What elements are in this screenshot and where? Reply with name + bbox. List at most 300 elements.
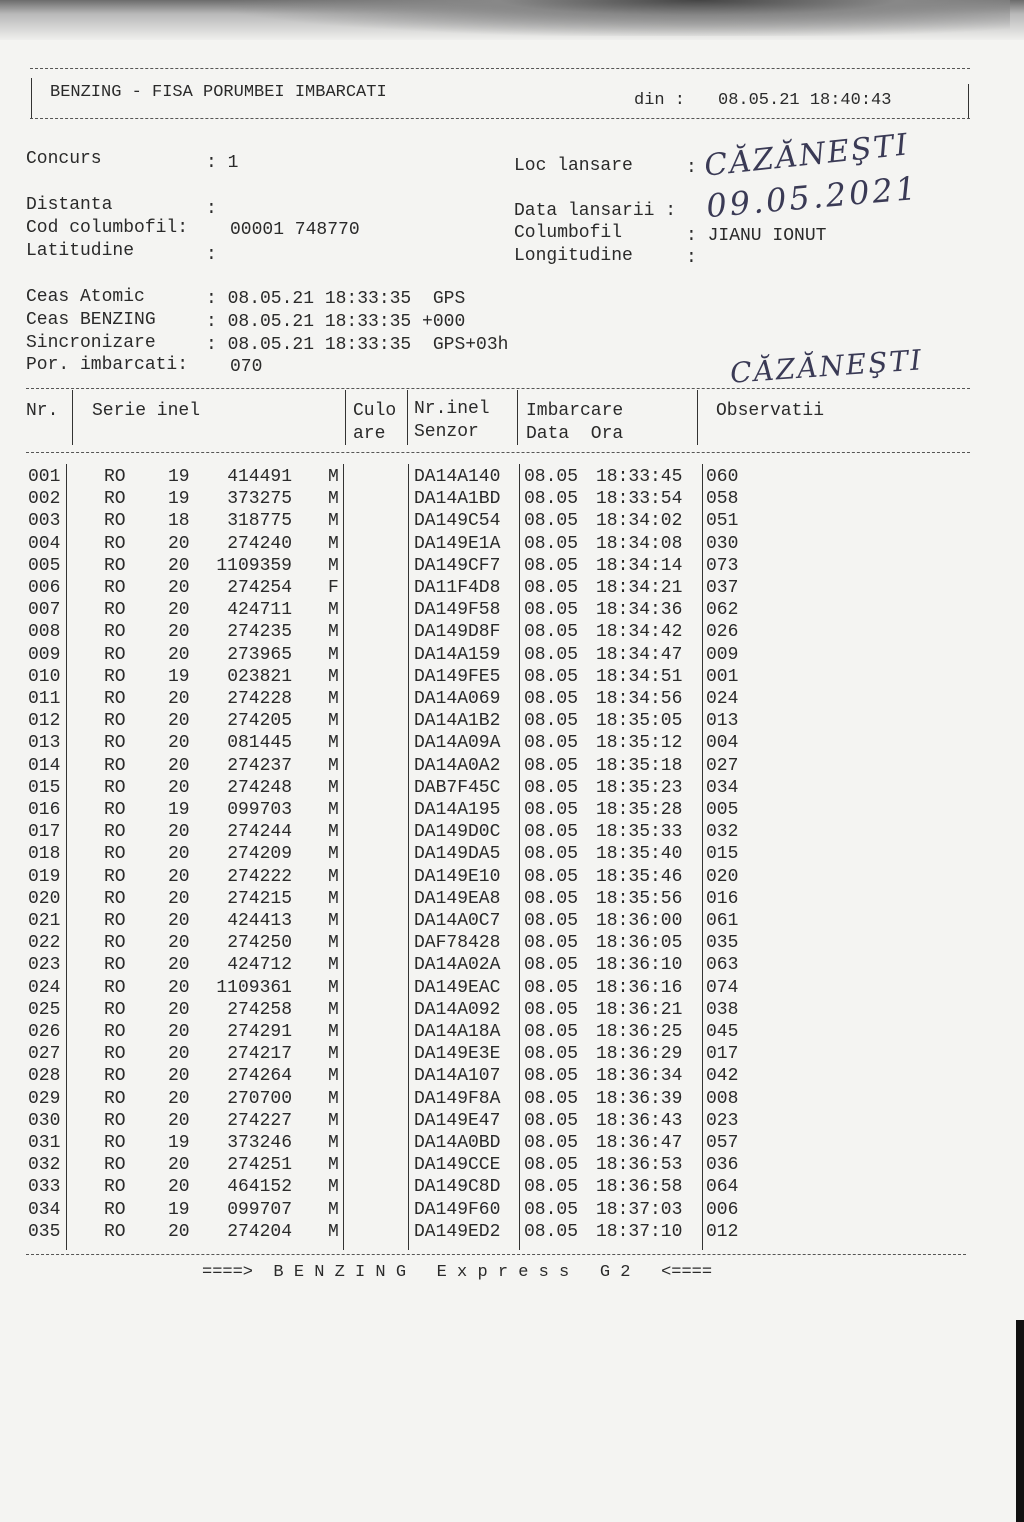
cell-country: RO <box>104 844 126 865</box>
cell-country: RO <box>104 689 126 709</box>
cell-date: 08.05 <box>524 666 579 687</box>
cell-sensor: DA149CF7 <box>414 555 501 576</box>
cell-nr: 012 <box>28 711 61 732</box>
cell-sensor: DA149C54 <box>414 511 501 532</box>
cell-time: 18:34:14 <box>596 555 683 576</box>
cell-nr: 028 <box>28 1066 61 1087</box>
table-row <box>0 799 1024 821</box>
cell-ring: 274244 <box>227 822 292 843</box>
cell-nr: 034 <box>28 1199 61 1220</box>
cell-date: 08.05 <box>524 1177 579 1198</box>
cell-time: 18:35:28 <box>596 800 683 820</box>
table-row <box>0 1043 1024 1065</box>
cell-sex: M <box>328 467 339 487</box>
cell-year: 20 <box>168 1221 190 1242</box>
cell-sex: M <box>328 755 339 776</box>
cell-country: RO <box>104 1110 126 1131</box>
cell-time: 18:36:05 <box>596 933 683 954</box>
cell-sensor: DA14A092 <box>414 999 501 1020</box>
cell-sensor: DA14A18A <box>414 1022 501 1042</box>
cell-obs: 073 <box>706 555 739 576</box>
cell-nr: 022 <box>28 933 61 954</box>
table-row <box>0 866 1024 888</box>
table-row <box>0 577 1024 599</box>
cell-sensor: DA149CCE <box>414 1155 501 1176</box>
cell-sensor: DA149FE5 <box>414 666 501 687</box>
cell-date: 08.05 <box>524 533 579 554</box>
cell-year: 19 <box>168 467 190 487</box>
cell-sex: M <box>328 933 339 954</box>
cell-year: 18 <box>168 511 190 532</box>
table-row <box>0 666 1024 688</box>
cell-nr: 011 <box>28 689 61 709</box>
cell-time: 18:36:16 <box>596 977 683 998</box>
cell-sex: F <box>328 578 339 598</box>
cell-sensor: DA149F60 <box>414 1199 501 1220</box>
table-row <box>0 533 1024 555</box>
cell-time: 18:34:47 <box>596 644 683 665</box>
cell-sex: M <box>328 1221 339 1242</box>
cell-nr: 035 <box>28 1221 61 1242</box>
col-sep-4 <box>517 390 518 445</box>
cell-obs: 035 <box>706 933 739 954</box>
cell-time: 18:33:54 <box>596 489 683 510</box>
cell-sex: M <box>328 1177 339 1198</box>
cell-time: 18:36:00 <box>596 911 683 931</box>
cell-sex: M <box>328 800 339 820</box>
cell-obs: 042 <box>706 1066 739 1087</box>
cell-date: 08.05 <box>524 578 579 598</box>
cell-ring: 099703 <box>227 800 292 820</box>
cell-sex: M <box>328 866 339 887</box>
cell-sex: M <box>328 533 339 554</box>
cell-ring: 373246 <box>227 1133 292 1153</box>
cell-nr: 014 <box>28 755 61 776</box>
cell-year: 20 <box>168 1088 190 1109</box>
cell-ring: 424413 <box>227 911 292 931</box>
cell-date: 08.05 <box>524 622 579 643</box>
cell-sensor: DA149EAC <box>414 977 501 998</box>
handwritten-release-date: 09.05.2021 <box>704 168 921 226</box>
loc-lansare-label: Loc lansare <box>514 156 633 176</box>
cell-ring: 274204 <box>227 1221 292 1242</box>
cell-year: 20 <box>168 1066 190 1087</box>
table-row <box>0 954 1024 976</box>
cell-nr: 002 <box>28 489 61 510</box>
cell-time: 18:34:56 <box>596 689 683 709</box>
table-row <box>0 1221 1024 1243</box>
cell-year: 20 <box>168 1044 190 1065</box>
cell-year: 20 <box>168 822 190 843</box>
cell-ring: 274228 <box>227 689 292 709</box>
cell-country: RO <box>104 822 126 843</box>
cell-sex: M <box>328 888 339 909</box>
table-row <box>0 999 1024 1021</box>
cell-date: 08.05 <box>524 822 579 843</box>
cell-date: 08.05 <box>524 933 579 954</box>
cell-time: 18:35:23 <box>596 777 683 798</box>
cell-time: 18:36:34 <box>596 1066 683 1087</box>
cell-year: 19 <box>168 489 190 510</box>
ceas-benzing-value: : 08.05.21 18:33:35 +000 <box>206 312 466 332</box>
col-header-observatii: Observatii <box>716 401 825 421</box>
cell-ring: 274217 <box>227 1044 292 1065</box>
footer-brand: ====> B E N Z I N G E x p r e s s G 2 <==== <box>202 1263 713 1282</box>
cell-nr: 020 <box>28 888 61 909</box>
cell-date: 08.05 <box>524 1066 579 1087</box>
cell-sensor: DA149D0C <box>414 822 501 843</box>
cell-year: 20 <box>168 1177 190 1198</box>
cell-ring: 274205 <box>227 711 292 732</box>
cell-date: 08.05 <box>524 844 579 865</box>
cell-country: RO <box>104 644 126 665</box>
cell-ring: 464152 <box>227 1177 292 1198</box>
cell-year: 20 <box>168 866 190 887</box>
cell-sex: M <box>328 999 339 1020</box>
cell-sensor: DA149ED2 <box>414 1221 501 1242</box>
cell-country: RO <box>104 600 126 621</box>
columbofil-label: Columbofil <box>514 223 623 243</box>
cell-country: RO <box>104 1155 126 1176</box>
cell-country: RO <box>104 533 126 554</box>
cell-nr: 026 <box>28 1022 61 1042</box>
cell-date: 08.05 <box>524 1044 579 1065</box>
col-sep-5 <box>697 390 698 445</box>
cell-country: RO <box>104 800 126 820</box>
cell-year: 19 <box>168 1199 190 1220</box>
cell-country: RO <box>104 1044 126 1065</box>
cell-sex: M <box>328 1044 339 1065</box>
cell-sex: M <box>328 955 339 976</box>
cell-sensor: DAF78428 <box>414 933 501 954</box>
cell-obs: 032 <box>706 822 739 843</box>
table-row <box>0 910 1024 932</box>
table-row <box>0 510 1024 532</box>
cell-country: RO <box>104 733 126 754</box>
cell-year: 20 <box>168 600 190 621</box>
cell-sensor: DA14A0A2 <box>414 755 501 776</box>
cell-sensor: DA149E10 <box>414 866 501 887</box>
cell-year: 20 <box>168 844 190 865</box>
cell-country: RO <box>104 755 126 776</box>
cell-sex: M <box>328 489 339 510</box>
cell-nr: 025 <box>28 999 61 1020</box>
col-header-data-ora: Data Ora <box>526 424 624 444</box>
cell-date: 08.05 <box>524 467 579 487</box>
cell-country: RO <box>104 999 126 1020</box>
por-imbarcati-value: 070 <box>230 357 263 377</box>
cell-sensor: DA149DA5 <box>414 844 501 865</box>
cell-year: 20 <box>168 578 190 598</box>
cell-sensor: DA14A159 <box>414 644 501 665</box>
cell-ring: 274264 <box>227 1066 292 1087</box>
table-row <box>0 777 1024 799</box>
cell-obs: 027 <box>706 755 739 776</box>
cell-ring: 424711 <box>227 600 292 621</box>
cell-sex: M <box>328 733 339 754</box>
cell-ring: 274215 <box>227 888 292 909</box>
cell-ring: 1109361 <box>216 977 292 998</box>
cell-obs: 015 <box>706 844 739 865</box>
cell-obs: 001 <box>706 666 739 687</box>
cell-year: 19 <box>168 800 190 820</box>
handwritten-note: CĂZĂNEŞTI <box>729 343 925 390</box>
cell-time: 18:36:43 <box>596 1110 683 1131</box>
cell-sex: M <box>328 977 339 998</box>
cell-ring: 274237 <box>227 755 292 776</box>
cell-year: 20 <box>168 977 190 998</box>
cell-nr: 013 <box>28 733 61 754</box>
cell-sensor: DA11F4D8 <box>414 578 501 598</box>
cell-date: 08.05 <box>524 1022 579 1042</box>
table-row <box>0 1065 1024 1087</box>
cell-nr: 032 <box>28 1155 61 1176</box>
cell-date: 08.05 <box>524 1221 579 1242</box>
table-row <box>0 932 1024 954</box>
cell-sensor: DA14A0BD <box>414 1133 501 1153</box>
cell-sensor: DA149F58 <box>414 600 501 621</box>
cell-time: 18:36:10 <box>596 955 683 976</box>
table-row <box>0 555 1024 577</box>
cell-date: 08.05 <box>524 644 579 665</box>
concurs-label: Concurs <box>26 149 102 169</box>
table-row <box>0 1110 1024 1132</box>
cell-sensor: DA149E3E <box>414 1044 501 1065</box>
cell-time: 18:36:29 <box>596 1044 683 1065</box>
col-header-nr: Nr. <box>26 401 59 421</box>
cell-nr: 004 <box>28 533 61 554</box>
cell-time: 18:34:21 <box>596 578 683 598</box>
cell-obs: 045 <box>706 1022 739 1042</box>
cell-nr: 027 <box>28 1044 61 1065</box>
cell-ring: 274240 <box>227 533 292 554</box>
cell-time: 18:34:42 <box>596 622 683 643</box>
table-row <box>0 1176 1024 1198</box>
cell-time: 18:35:05 <box>596 711 683 732</box>
cell-sex: M <box>328 1022 339 1042</box>
header-left-bar <box>31 78 32 118</box>
header-bottom-rule <box>30 118 970 119</box>
cell-date: 08.05 <box>524 733 579 754</box>
cell-nr: 031 <box>28 1133 61 1153</box>
cell-obs: 038 <box>706 999 739 1020</box>
cell-country: RO <box>104 911 126 931</box>
cell-ring: 1109359 <box>216 555 292 576</box>
cell-date: 08.05 <box>524 555 579 576</box>
cell-nr: 023 <box>28 955 61 976</box>
col-sep-2 <box>345 390 346 445</box>
cell-country: RO <box>104 1066 126 1087</box>
cell-obs: 012 <box>706 1221 739 1242</box>
cod-columbofil-value: 00001 748770 <box>230 220 360 240</box>
table-row <box>0 1154 1024 1176</box>
cell-nr: 009 <box>28 644 61 665</box>
cell-obs: 074 <box>706 977 739 998</box>
cell-time: 18:35:12 <box>596 733 683 754</box>
cell-time: 18:34:51 <box>596 666 683 687</box>
cell-sex: M <box>328 1155 339 1176</box>
cell-sex: M <box>328 600 339 621</box>
cell-sensor: DA149E1A <box>414 533 501 554</box>
cell-ring: 424712 <box>227 955 292 976</box>
cell-sensor: DA14A02A <box>414 955 501 976</box>
cell-ring: 274258 <box>227 999 292 1020</box>
cell-sex: M <box>328 511 339 532</box>
cell-country: RO <box>104 1177 126 1198</box>
cell-sensor: DA14A0C7 <box>414 911 501 931</box>
cell-sensor: DA14A140 <box>414 467 501 487</box>
cell-date: 08.05 <box>524 866 579 887</box>
cell-nr: 029 <box>28 1088 61 1109</box>
longitudine-label: Longitudine <box>514 246 633 266</box>
cell-obs: 020 <box>706 866 739 887</box>
cell-obs: 008 <box>706 1088 739 1109</box>
cell-year: 20 <box>168 1022 190 1042</box>
cell-country: RO <box>104 977 126 998</box>
cell-date: 08.05 <box>524 977 579 998</box>
cell-nr: 003 <box>28 511 61 532</box>
cell-sex: M <box>328 1066 339 1087</box>
cell-nr: 030 <box>28 1110 61 1131</box>
cell-time: 18:35:18 <box>596 755 683 776</box>
cell-time: 18:36:25 <box>596 1022 683 1042</box>
cell-date: 08.05 <box>524 1133 579 1153</box>
cell-year: 19 <box>168 1133 190 1153</box>
cell-sensor: DAB7F45C <box>414 777 501 798</box>
cell-country: RO <box>104 933 126 954</box>
cell-ring: 274248 <box>227 777 292 798</box>
table-row <box>0 621 1024 643</box>
cell-time: 18:35:56 <box>596 888 683 909</box>
cell-sensor: DA14A09A <box>414 733 501 754</box>
cell-obs: 058 <box>706 489 739 510</box>
col-header-imbarcare: Imbarcare <box>526 401 624 421</box>
cell-sex: M <box>328 844 339 865</box>
cell-country: RO <box>104 489 126 510</box>
cell-obs: 063 <box>706 955 739 976</box>
cell-date: 08.05 <box>524 489 579 510</box>
cell-ring: 274254 <box>227 578 292 598</box>
cell-sex: M <box>328 1088 339 1109</box>
cell-ring: 273965 <box>227 644 292 665</box>
cell-time: 18:36:58 <box>596 1177 683 1198</box>
cell-sensor: DA14A069 <box>414 689 501 709</box>
cell-year: 20 <box>168 999 190 1020</box>
cell-obs: 006 <box>706 1199 739 1220</box>
cell-nr: 019 <box>28 866 61 887</box>
sincronizare-value: : 08.05.21 18:33:35 GPS+03h <box>206 335 509 355</box>
sincronizare-label: Sincronizare <box>26 333 156 353</box>
table-row <box>0 732 1024 754</box>
header-top-rule <box>30 68 970 69</box>
col-header-serie: Serie inel <box>92 401 201 421</box>
cell-ring: 274251 <box>227 1155 292 1176</box>
cell-ring: 414491 <box>227 467 292 487</box>
cell-obs: 023 <box>706 1110 739 1131</box>
cell-time: 18:34:36 <box>596 600 683 621</box>
latitudine-value: : <box>206 245 217 265</box>
cell-date: 08.05 <box>524 689 579 709</box>
table-row <box>0 488 1024 510</box>
cell-obs: 017 <box>706 1044 739 1065</box>
cell-obs: 057 <box>706 1133 739 1153</box>
cell-country: RO <box>104 467 126 487</box>
cell-ring: 274222 <box>227 866 292 887</box>
cell-year: 20 <box>168 622 190 643</box>
print-date-label: din : <box>634 91 686 110</box>
table-row <box>0 1132 1024 1154</box>
cell-year: 20 <box>168 1110 190 1131</box>
cell-nr: 017 <box>28 822 61 843</box>
ceas-benzing-label: Ceas BENZING <box>26 310 156 330</box>
table-row <box>0 977 1024 999</box>
cell-sex: M <box>328 622 339 643</box>
cell-obs: 005 <box>706 800 739 820</box>
cell-ring: 318775 <box>227 511 292 532</box>
table-row <box>0 688 1024 710</box>
cell-date: 08.05 <box>524 1088 579 1109</box>
cell-sex: M <box>328 822 339 843</box>
columbofil-value: : JIANU IONUT <box>686 226 827 246</box>
cell-time: 18:35:33 <box>596 822 683 843</box>
cell-sex: M <box>328 689 339 709</box>
cell-nr: 008 <box>28 622 61 643</box>
cell-sex: M <box>328 644 339 665</box>
cell-sensor: DA149E47 <box>414 1110 501 1131</box>
col-header-culo: Culo <box>353 401 397 421</box>
table-row <box>0 1021 1024 1043</box>
cell-nr: 018 <box>28 844 61 865</box>
cell-sensor: DA14A1BD <box>414 489 501 510</box>
cell-country: RO <box>104 1199 126 1220</box>
cell-ring: 274209 <box>227 844 292 865</box>
cell-sex: M <box>328 555 339 576</box>
cell-nr: 021 <box>28 911 61 931</box>
cell-ring: 270700 <box>227 1088 292 1109</box>
header-right-bar <box>968 84 969 118</box>
cell-year: 20 <box>168 888 190 909</box>
cell-obs: 051 <box>706 511 739 532</box>
cell-country: RO <box>104 1022 126 1042</box>
cell-time: 18:34:02 <box>596 511 683 532</box>
cell-year: 20 <box>168 1155 190 1176</box>
cell-sensor: DA14A195 <box>414 800 501 820</box>
cell-obs: 004 <box>706 733 739 754</box>
cell-obs: 013 <box>706 711 739 732</box>
cell-date: 08.05 <box>524 800 579 820</box>
cell-country: RO <box>104 555 126 576</box>
print-date-value: 08.05.21 18:40:43 <box>718 91 892 110</box>
ceas-atomic-value: : 08.05.21 18:33:35 GPS <box>206 289 466 309</box>
cell-date: 08.05 <box>524 600 579 621</box>
latitudine-label: Latitudine <box>26 241 135 261</box>
cell-time: 18:35:40 <box>596 844 683 865</box>
table-bottom-rule <box>26 1254 966 1255</box>
cell-date: 08.05 <box>524 955 579 976</box>
cell-date: 08.05 <box>524 777 579 798</box>
cell-obs: 062 <box>706 600 739 621</box>
cell-ring: 274227 <box>227 1110 292 1131</box>
cell-nr: 010 <box>28 666 61 687</box>
cell-date: 08.05 <box>524 999 579 1020</box>
cell-obs: 034 <box>706 777 739 798</box>
table-row <box>0 843 1024 865</box>
col-sep-3 <box>407 390 408 445</box>
cell-country: RO <box>104 888 126 909</box>
data-lansarii-label: Data lansarii : <box>514 201 677 221</box>
table-header-bottom-rule <box>26 452 970 453</box>
distanta-label: Distanta <box>26 195 113 215</box>
